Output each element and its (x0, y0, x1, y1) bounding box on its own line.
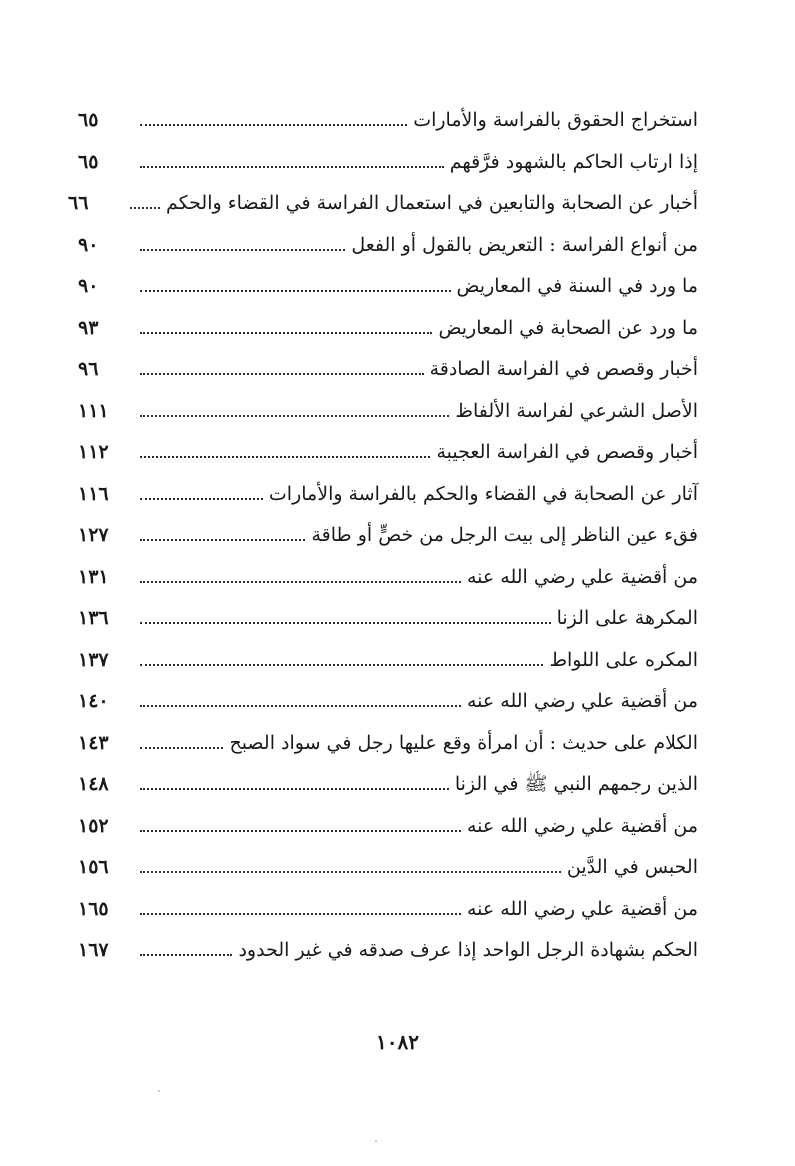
toc-entry (78, 225, 698, 267)
toc-entry (78, 889, 698, 931)
dotted-leader (140, 331, 432, 334)
toc-entry-page: ١٤٨ (78, 773, 109, 796)
toc-entry (78, 640, 698, 682)
scan-speck (158, 1090, 160, 1092)
toc-entry (78, 432, 698, 474)
toc-entry-page: ١٤٠ (78, 690, 109, 713)
dotted-leader (140, 912, 461, 915)
dotted-leader (140, 165, 444, 168)
toc-entry-page: ١٣٦ (78, 607, 109, 630)
toc-entry-page: ٩٠ (78, 233, 99, 256)
toc-entry (78, 930, 698, 972)
toc-entry-page: ٩٦ (78, 358, 99, 381)
dotted-leader (140, 704, 461, 707)
dotted-leader (140, 580, 461, 583)
toc-entry-title: من أنواع الفراسة : التعريض بالقول أو الفعل (351, 233, 698, 256)
toc-entry-page: ١٣١ (78, 565, 109, 588)
toc-entry-title: ما ورد في السنة في المعاريض (456, 275, 698, 298)
dotted-leader (140, 497, 263, 500)
toc-entry (78, 308, 698, 350)
toc-entry (78, 598, 698, 640)
toc-entry-page: ١٥٦ (78, 856, 109, 879)
toc-entry-page: ٩٣ (78, 316, 99, 339)
toc-entry (78, 349, 698, 391)
toc-entry-title: المكرهة على الزنا (556, 607, 698, 630)
dotted-leader (140, 455, 430, 458)
toc-entry-title: الأصل الشرعي لفراسة الألفاظ (455, 399, 698, 422)
toc-entry-title: ما ورد عن الصحابة في المعاريض (438, 316, 698, 339)
dotted-leader (140, 663, 543, 666)
toc-entry-title: الكلام على حديث : أن امرأة وقع عليها رجل في سواد الصبح (229, 731, 698, 754)
toc-entry-page: ١٦٧ (78, 939, 109, 962)
toc-entry (78, 806, 698, 848)
scan-speck (375, 1140, 377, 1142)
toc-entry-title: من أقضية علي رضي الله عنه (466, 814, 698, 837)
toc-entry-page: ١٢٧ (78, 524, 109, 547)
toc-entry (78, 557, 698, 599)
toc-entry (68, 183, 698, 225)
dotted-leader (140, 870, 561, 873)
dotted-leader (140, 787, 449, 790)
toc-entry-page: ١٣٧ (78, 648, 109, 671)
toc-entry-page: ١٦٥ (78, 897, 109, 920)
toc-entry (78, 764, 698, 806)
toc-entry-page: ٦٥ (78, 109, 99, 132)
toc-entry (78, 474, 698, 516)
toc-entry-title: من أقضية علي رضي الله عنه (466, 897, 698, 920)
toc-entry-title: الحبس في الدَّين (566, 856, 698, 879)
toc-entry-title: أخبار وقصص في الفراسة الصادقة (429, 358, 698, 381)
dotted-leader (130, 206, 160, 209)
toc-entry (78, 723, 698, 765)
toc-entry-page: ٦٦ (68, 192, 89, 215)
toc-entry (78, 100, 698, 142)
toc-entry-title: الحكم بشهادة الرجل الواحد إذا عرف صدقه في غير الحدود (238, 939, 698, 962)
toc-entry-title: من أقضية علي رضي الله عنه (466, 565, 698, 588)
table-of-contents (68, 100, 698, 972)
dotted-leader (140, 538, 305, 541)
toc-entry-title: من أقضية علي رضي الله عنه (466, 690, 698, 713)
toc-entry (78, 847, 698, 889)
toc-entry-title: أخبار عن الصحابة والتابعين في استعمال الفراسة في القضاء والحكم (166, 192, 698, 215)
dotted-leader (140, 414, 449, 417)
toc-entry-page: ٦٥ (78, 150, 99, 173)
toc-entry (78, 266, 698, 308)
dotted-leader (140, 248, 345, 251)
toc-entry (78, 515, 698, 557)
toc-entry (78, 391, 698, 433)
toc-entry-title: المكره على اللواط (549, 648, 698, 671)
dotted-leader (140, 953, 232, 956)
dotted-leader (140, 829, 461, 832)
page-number: ١٠٨٢ (376, 1030, 419, 1054)
toc-entry-title: أخبار وقصص في الفراسة العجيبة (436, 441, 698, 464)
dotted-leader (140, 372, 424, 375)
toc-entry-page: ١٤٣ (78, 731, 109, 754)
toc-entry-page: ١١٢ (78, 441, 109, 464)
toc-entry-title: آثار عن الصحابة في القضاء والحكم بالفراسة والأمارات (268, 482, 698, 505)
dotted-leader (140, 746, 223, 749)
toc-entry-title: إذا ارتاب الحاكم بالشهود فرَّقهم (449, 150, 698, 173)
dotted-leader (140, 621, 551, 624)
toc-entry-page: ٩٠ (78, 275, 99, 298)
dotted-leader (140, 289, 451, 292)
toc-entry (78, 142, 698, 184)
toc-entry-page: ١١٦ (78, 482, 109, 505)
toc-entry-title: فقء عين الناظر إلى بيت الرجل من خصٍّ أو طاقة (311, 524, 698, 547)
dotted-leader (140, 123, 407, 126)
toc-entry-page: ١١١ (78, 399, 109, 422)
toc-entry-title: استخراج الحقوق بالفراسة والأمارات (413, 109, 698, 132)
toc-entry (78, 681, 698, 723)
toc-entry-title: الذين رجمهم النبي ﷺ في الزنا (454, 773, 698, 796)
toc-entry-page: ١٥٢ (78, 814, 109, 837)
